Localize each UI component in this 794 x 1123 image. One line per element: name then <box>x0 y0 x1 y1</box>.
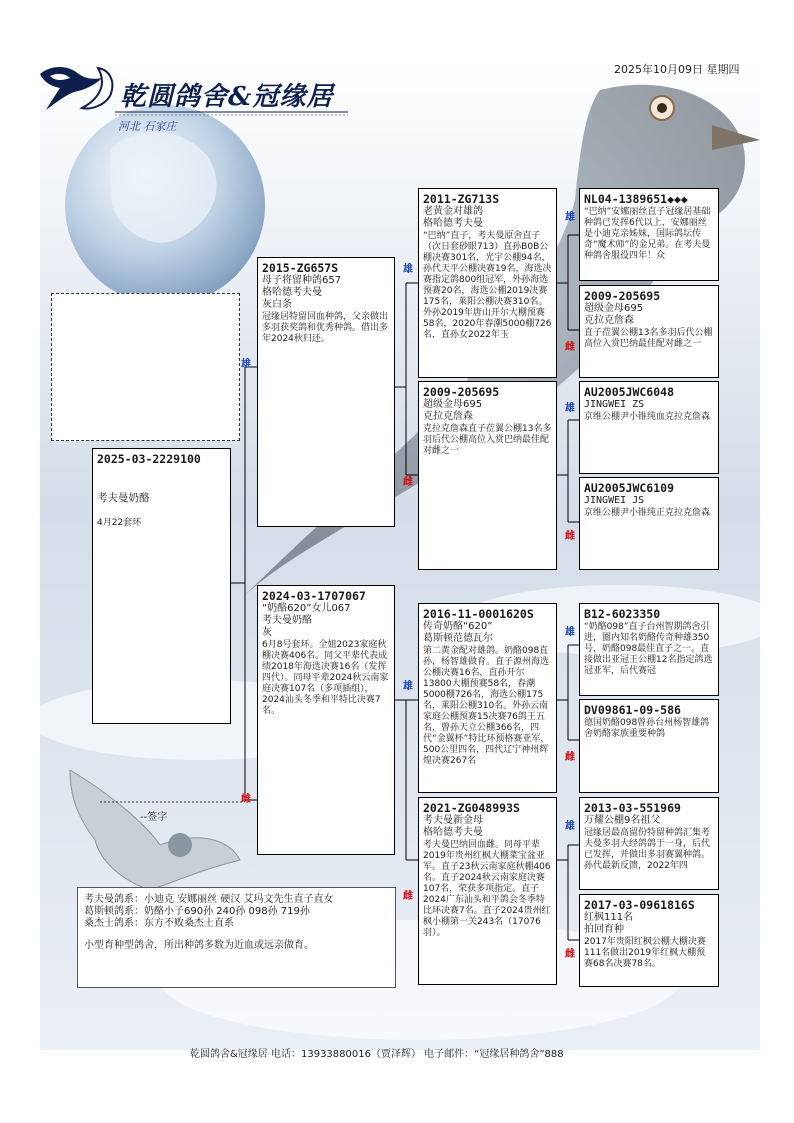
dam-line-3: 灰 <box>262 627 272 638</box>
dss-card[interactable] <box>579 603 719 696</box>
dam-dam-card[interactable] <box>418 797 557 985</box>
ddd-ring-number: 2017-03-0961816S <box>584 898 695 912</box>
sire-sex-marker: 雄 <box>241 359 251 370</box>
brand-location: 河北 石家庄 <box>118 120 177 133</box>
dss-ring-number: B12-6023350 <box>584 607 661 621</box>
loft-description: 小型育种型鸽舍，所出种鸽多数为近血或远亲做育。 <box>84 940 314 951</box>
dss-sex-marker: 雄 <box>565 627 575 638</box>
dd-ring-number: 2021-ZG048993S <box>423 801 520 815</box>
bloodline-sangers: 桑杰士鸽系：东方不败桑杰士直系 <box>84 918 234 929</box>
dam-sire-card[interactable] <box>418 603 557 793</box>
ssd-line-2: 克拉克詹森 <box>584 315 634 326</box>
sire-dam-card[interactable] <box>418 381 557 570</box>
sire-line-3: 灰白条 <box>262 299 292 310</box>
dam-line-1: “奶酪620”女儿067 <box>262 603 351 614</box>
print-date: 2025年10月09日 星期四 <box>614 63 740 76</box>
bloodline-kaufmann: 考夫曼鸽系：小迪克 安娜丽丝 硬汉 艾玛文先生直子直女 <box>84 894 334 905</box>
dss-description: “奶酪098”直子台州智期鸽舍引进，圈内知名奶酪传奇种雄350号，奶酪098最佳直子之一。直接做出亚冠王公棚12名指定鸽选冠亚军，后代赛冠 <box>584 622 713 676</box>
subject-name: 考夫曼奶酪 <box>97 492 150 504</box>
sss-sex-marker: 雄 <box>565 212 575 223</box>
sds-sex-marker: 雄 <box>565 403 575 414</box>
dds-description: 冠缘居最高留份特留种鸽汇集考夫曼多羽大经鸽鸽于一身，后代已发挥，并做出多羽赛翼种鸽。孙代最新反馈，2022年四 <box>584 828 711 871</box>
ssd-sex-marker: 雌 <box>565 342 575 353</box>
ds-sex-marker: 雄 <box>403 681 413 692</box>
ds-line-2: 葛斯顿范德瓦尔 <box>423 633 493 644</box>
dam-line-2: 考夫曼奶酪 <box>262 615 312 626</box>
dds-line-1: 万耀公棚9名祖父 <box>584 815 661 826</box>
dds-card[interactable] <box>579 797 719 890</box>
bloodlines-box <box>77 887 396 988</box>
ddd-line-1: 红枫111名 <box>584 912 634 923</box>
subject-note: 4月22套环 <box>97 518 142 528</box>
ds-description: 第二黄金配对雄鸽。奶酪098直孙，杨智雄做育。直子源州海选公棚决赛16名，直孙开尔13800大棚预赛58名，春潮5000棚726名，海选公棚175名，莱阳公棚310名。外孙云南家庭公棚预赛15决赛76鸽王五名，曾孙天立公棚366名，四代“金翼杯”特比环预格赛亚军，500公里四名，四代辽宁神州辉煌决赛267名 <box>423 646 550 766</box>
photo-placeholder[interactable] <box>51 293 240 441</box>
dds-ring-number: 2013-03-551969 <box>584 801 681 815</box>
dam-card[interactable] <box>257 585 395 855</box>
sds-line-1: JINGWEI ZS <box>584 399 645 410</box>
subject-card[interactable] <box>92 448 231 724</box>
ddd-description: 2017年贵阳红枫公棚大棚决赛111名做出2019年红枫大棚预赛68名决赛78名。 <box>584 937 706 969</box>
ds-ring-number: 2016-11-0001620S <box>423 607 534 621</box>
dd-sex-marker: 雌 <box>403 891 413 902</box>
ss-description: “巴纳”直子，考夫曼原舍直子（次日套砂眼713）直孙B0B公棚决赛301名，光宇公棚94名，孙代天平公棚决赛19名，海选决赛指定鸽800组冠军，外孙海选预赛20名，海选公棚2019决赛175名，莱阳公棚决赛310名。外孙2019年唐山开尔大棚预赛58名，2020年春潮5000棚726名，直孙女2022年玉 <box>423 231 552 340</box>
sdd-ring-number: AU2005JWC6109 <box>584 481 675 495</box>
ds-line-1: 传奇奶酪“620” <box>423 621 493 632</box>
dsd-card[interactable] <box>579 699 719 793</box>
ssd-line-1: 超级金母695 <box>584 303 644 314</box>
dd-description: 考夫曼巴纳回血雌。同母平辈2019年贵州红枫大棚菜宝盆亚军。直子23秋云南家庭秋棚406名。直子2024秋云南家庭决赛107名，荣获多项指定。直子2024广东汕头和平鸽会冬季特比环决赛7名。直子2024贵州红枫小棚第一关243名（17076羽）。 <box>423 840 551 938</box>
sds-ring-number: AU2005JWC6048 <box>584 385 675 399</box>
sire-ring-number: 2015-ZG657S <box>262 261 339 275</box>
sdd-description: 京维公棚尹小锥纯正克拉克詹森 <box>584 508 711 518</box>
sire-sire-card[interactable] <box>418 188 557 378</box>
ss-ring-number: 2011-ZG713S <box>423 192 500 206</box>
dam-sex-marker: 雌 <box>241 794 251 805</box>
dam-ring-number: 2024-03-1707067 <box>262 589 366 603</box>
signature-label: --签字 <box>140 812 168 823</box>
subject-ring-number: 2025-03-2229100 <box>97 452 201 466</box>
dds-sex-marker: 雄 <box>565 821 575 832</box>
sss-description: “巴纳”安娜丽丝直子冠缘居基础种鸽已发挥6代以上，安娜丽丝是小迪克亲姊妹，国际鸽坛传奇“魔术师”的金兄弟。在考夫曼种鸽舍服役四年！众 <box>584 207 711 261</box>
sd-sex-marker: 雌 <box>403 477 413 488</box>
sire-line-2: 格哈德考夫曼 <box>262 287 322 298</box>
sd-ring-number: 2009-205695 <box>423 385 500 399</box>
sds-card[interactable] <box>579 381 719 474</box>
sdd-card[interactable] <box>579 477 719 570</box>
sds-description: 京维公棚尹小锥纯血克拉克詹森 <box>584 412 711 422</box>
sss-card[interactable] <box>579 188 719 281</box>
ssd-card[interactable] <box>579 285 719 378</box>
dd-line-1: 考夫曼新金母 <box>423 815 483 826</box>
sire-card[interactable] <box>257 257 395 527</box>
brand-title: 乾圆鸽舍&冠缘居 <box>120 82 334 112</box>
dsd-description: 德国奶酪098曾孙台州杨智雄鸽舍奶酪家族重要种鸽 <box>584 718 710 739</box>
dd-line-2: 格哈德考夫曼 <box>423 827 483 838</box>
ddd-card[interactable] <box>579 894 719 987</box>
sd-line-2: 克拉克詹森 <box>423 411 473 422</box>
footer-contact: 乾圆鸽舍&冠缘居 电话：13933880016（贾泽辉） 电子邮件：“冠缘居种鸽舍”888 <box>190 1049 564 1060</box>
ddd-sex-marker: 雌 <box>565 949 575 960</box>
ssd-description: 直子莅翼公棚13名多羽后代公棚高位入赏巴纳最佳配对雌之一 <box>584 328 713 349</box>
dsd-sex-marker: 雌 <box>565 752 575 763</box>
sdd-line-1: JINGWEI JS <box>584 495 645 506</box>
sire-description: 冠缘居特留回血种鸽，父亲做出多羽获奖鸽和优秀种鸽。借出多年2024秋归还。 <box>262 312 389 344</box>
ss-sex-marker: 雄 <box>403 264 413 275</box>
logo-dove-icon <box>38 60 118 112</box>
sire-line-1: 母子将留种鸽657 <box>262 275 342 286</box>
ssd-ring-number: 2009-205695 <box>584 289 661 303</box>
ss-line-2: 格哈德考夫曼 <box>423 218 483 229</box>
sss-ring-number: NL04-1389651◆◆◆ <box>584 192 688 206</box>
dsd-ring-number: DV09861-09-586 <box>584 703 681 717</box>
sd-description: 克拉克詹森直子莅翼公棚13名多羽后代公棚高位入赏巴纳最佳配对雌之一 <box>423 424 552 456</box>
sdd-sex-marker: 雌 <box>565 531 575 542</box>
bloodline-gaston: 葛斯顿鸽系：奶酪小子690孙 240孙 098孙 719孙 <box>84 906 310 917</box>
ddd-line-2: 拍回育种 <box>584 924 624 935</box>
sd-line-1: 超级金母695 <box>423 399 483 410</box>
ss-line-1: 老黄金对雄鸽 <box>423 206 483 217</box>
dam-description: 6月8号套环。全姐2023家庭秋棚决赛406名。同父平辈代表成绩2018年海选决赛16名（发挥四代）。同母平辈2024秋云南家庭决赛107名（多项插组），2024汕头冬季和平特比决赛7名。 <box>262 640 389 716</box>
